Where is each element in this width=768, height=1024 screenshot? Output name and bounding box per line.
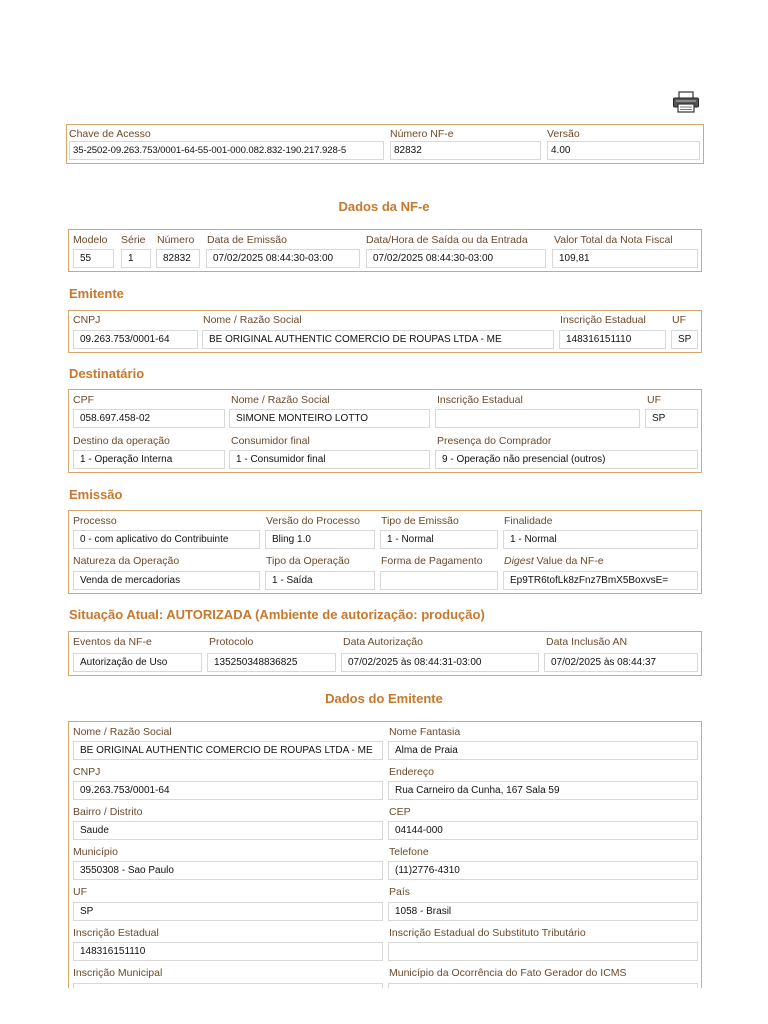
- dest-cpf-value: 058.697.458-02: [73, 409, 225, 428]
- emitente-title: Emitente: [69, 286, 124, 301]
- de-cnpj-value: 09.263.753/0001-64: [73, 781, 383, 800]
- dest-uf-label: UF: [647, 394, 661, 406]
- de-cep-label: CEP: [389, 806, 411, 818]
- processo-label: Processo: [73, 515, 117, 527]
- data-autorizacao-value: 07/02/2025 às 08:44:31-03:00: [341, 653, 539, 672]
- dest-destino-value: 1 - Operação Interna: [73, 450, 225, 469]
- serie-label: Série: [121, 234, 146, 246]
- dest-presenca-label: Presença do Comprador: [437, 435, 552, 447]
- valor-total-label: Valor Total da Nota Fiscal: [554, 234, 673, 246]
- natureza-label: Natureza da Operação: [73, 555, 180, 567]
- tipo-emissao-value: 1 - Normal: [380, 530, 498, 549]
- chave-value: 35-2502-09.263.753/0001-64-55-001-000.082.832-190.217.928-5: [69, 141, 384, 160]
- dest-uf-value: SP: [645, 409, 698, 428]
- emitente-uf-label: UF: [672, 314, 686, 326]
- digest-label: [504, 555, 604, 567]
- dados-nfe-title: Dados da NF-e: [338, 199, 430, 214]
- dest-nome-label: Nome / Razão Social: [231, 394, 330, 406]
- modelo-label: Modelo: [73, 234, 108, 246]
- destinatario-title: Destinatário: [69, 366, 145, 381]
- de-municipio-value: 3550308 - Sao Paulo: [73, 861, 383, 880]
- valor-total-value: 109,81: [552, 249, 698, 268]
- printer-icon[interactable]: [672, 91, 700, 113]
- dest-destino-label: Destino da operação: [73, 435, 170, 447]
- serie-value: 1: [121, 249, 151, 268]
- de-telefone-value: (11)2776-4310: [388, 861, 698, 880]
- emitente-nome-label: Nome / Razão Social: [203, 314, 302, 326]
- digest-label-rest: Value da NF-e: [533, 555, 604, 567]
- de-nome-label: Nome / Razão Social: [73, 726, 172, 738]
- tipo-emissao-label: Tipo de Emissão: [381, 515, 459, 527]
- versao-processo-label: Versão do Processo: [266, 515, 360, 527]
- dest-nome-value: SIMONE MONTEIRO LOTTO: [229, 409, 430, 428]
- de-im-label: Inscrição Municipal: [73, 967, 163, 979]
- de-telefone-label: Telefone: [389, 846, 429, 858]
- dest-ie-label: Inscrição Estadual: [437, 394, 523, 406]
- digest-value: Ep9TR6tofLk8zFnz7BmX5BoxvsE=: [503, 571, 698, 590]
- page-cutoff: [68, 988, 702, 1024]
- emitente-cnpj-value: 09.263.753/0001-64: [73, 330, 198, 349]
- protocolo-value: 135250348836825: [207, 653, 336, 672]
- de-endereco-label: Endereço: [389, 766, 434, 778]
- emitente-ie-value: 148316151110: [559, 330, 666, 349]
- de-bairro-value: Saude: [73, 821, 383, 840]
- de-mun-icms-label: Município da Ocorrência do Fato Gerador do ICMS: [389, 967, 627, 979]
- de-fantasia-label: Nome Fantasia: [389, 726, 461, 738]
- dest-consumidor-label: Consumidor final: [231, 435, 310, 447]
- de-fantasia-value: Alma de Praia: [388, 741, 698, 760]
- de-ie-st-label: Inscrição Estadual do Substituto Tributário: [389, 927, 586, 939]
- versao-processo-value: Bling 1.0: [265, 530, 375, 549]
- de-endereco-value: Rua Carneiro da Cunha, 167 Sala 59: [388, 781, 698, 800]
- dest-cpf-label: CPF: [73, 394, 94, 406]
- natureza-value: Venda de mercadorias: [73, 571, 260, 590]
- finalidade-label: Finalidade: [504, 515, 553, 527]
- dest-presenca-value: 9 - Operação não presencial (outros): [435, 450, 698, 469]
- data-autorizacao-label: Data Autorização: [343, 636, 423, 648]
- emitente-nome-value: BE ORIGINAL AUTHENTIC COMERCIO DE ROUPAS LTDA - ME: [202, 330, 554, 349]
- de-ie-st-value: [388, 942, 698, 961]
- data-inclusao-label: Data Inclusão AN: [546, 636, 628, 648]
- de-uf-value: SP: [73, 902, 383, 921]
- data-emissao-label: Data de Emissão: [207, 234, 287, 246]
- dest-ie-value: [435, 409, 640, 428]
- data-inclusao-value: 07/02/2025 às 08:44:37: [544, 653, 698, 672]
- processo-value: 0 - com aplicativo do Contribuinte: [73, 530, 260, 549]
- tipo-operacao-value: 1 - Saída: [265, 571, 375, 590]
- de-municipio-label: Município: [73, 846, 118, 858]
- versao-value: 4.00: [547, 141, 700, 160]
- eventos-value: Autorização de Uso: [73, 653, 202, 672]
- de-ie-label: Inscrição Estadual: [73, 927, 159, 939]
- situacao-title: Situação Atual: AUTORIZADA (Ambiente de autorização: produção): [69, 607, 485, 622]
- forma-pagamento-label: Forma de Pagamento: [381, 555, 483, 567]
- protocolo-label: Protocolo: [209, 636, 254, 648]
- versao-label: Versão: [547, 128, 580, 140]
- de-uf-label: UF: [73, 886, 87, 898]
- de-cnpj-label: CNPJ: [73, 766, 101, 778]
- data-saida-value: 07/02/2025 08:44:30-03:00: [366, 249, 546, 268]
- chave-label: Chave de Acesso: [69, 128, 151, 140]
- emissao-title: Emissão: [69, 487, 123, 502]
- dados-emitente-title: Dados do Emitente: [325, 691, 443, 706]
- numero-label: Número: [157, 234, 195, 246]
- de-pais-value: 1058 - Brasil: [388, 902, 698, 921]
- de-pais-label: País: [389, 886, 411, 898]
- emitente-cnpj-label: CNPJ: [73, 314, 101, 326]
- emitente-ie-label: Inscrição Estadual: [560, 314, 646, 326]
- numero-nfe-value: 82832: [390, 141, 541, 160]
- de-bairro-label: Bairro / Distrito: [73, 806, 143, 818]
- dest-consumidor-value: 1 - Consumidor final: [229, 450, 430, 469]
- forma-pagamento-value: [380, 571, 498, 590]
- de-ie-value: 148316151110: [73, 942, 383, 961]
- modelo-value: 55: [73, 249, 114, 268]
- numero-nfe-label: Número NF-e: [390, 128, 454, 140]
- emitente-uf-value: SP: [671, 330, 698, 349]
- data-saida-label: Data/Hora de Saída ou da Entrada: [366, 234, 528, 246]
- numero-value: 82832: [156, 249, 200, 268]
- tipo-operacao-label: Tipo da Operação: [266, 555, 350, 567]
- eventos-label: Eventos da NF-e: [73, 636, 152, 648]
- de-cep-value: 04144-000: [388, 821, 698, 840]
- data-emissao-value: 07/02/2025 08:44:30-03:00: [206, 249, 360, 268]
- digest-label-em: Digest: [504, 555, 534, 567]
- finalidade-value: 1 - Normal: [503, 530, 698, 549]
- de-nome-value: BE ORIGINAL AUTHENTIC COMERCIO DE ROUPAS LTDA - ME: [73, 741, 383, 760]
